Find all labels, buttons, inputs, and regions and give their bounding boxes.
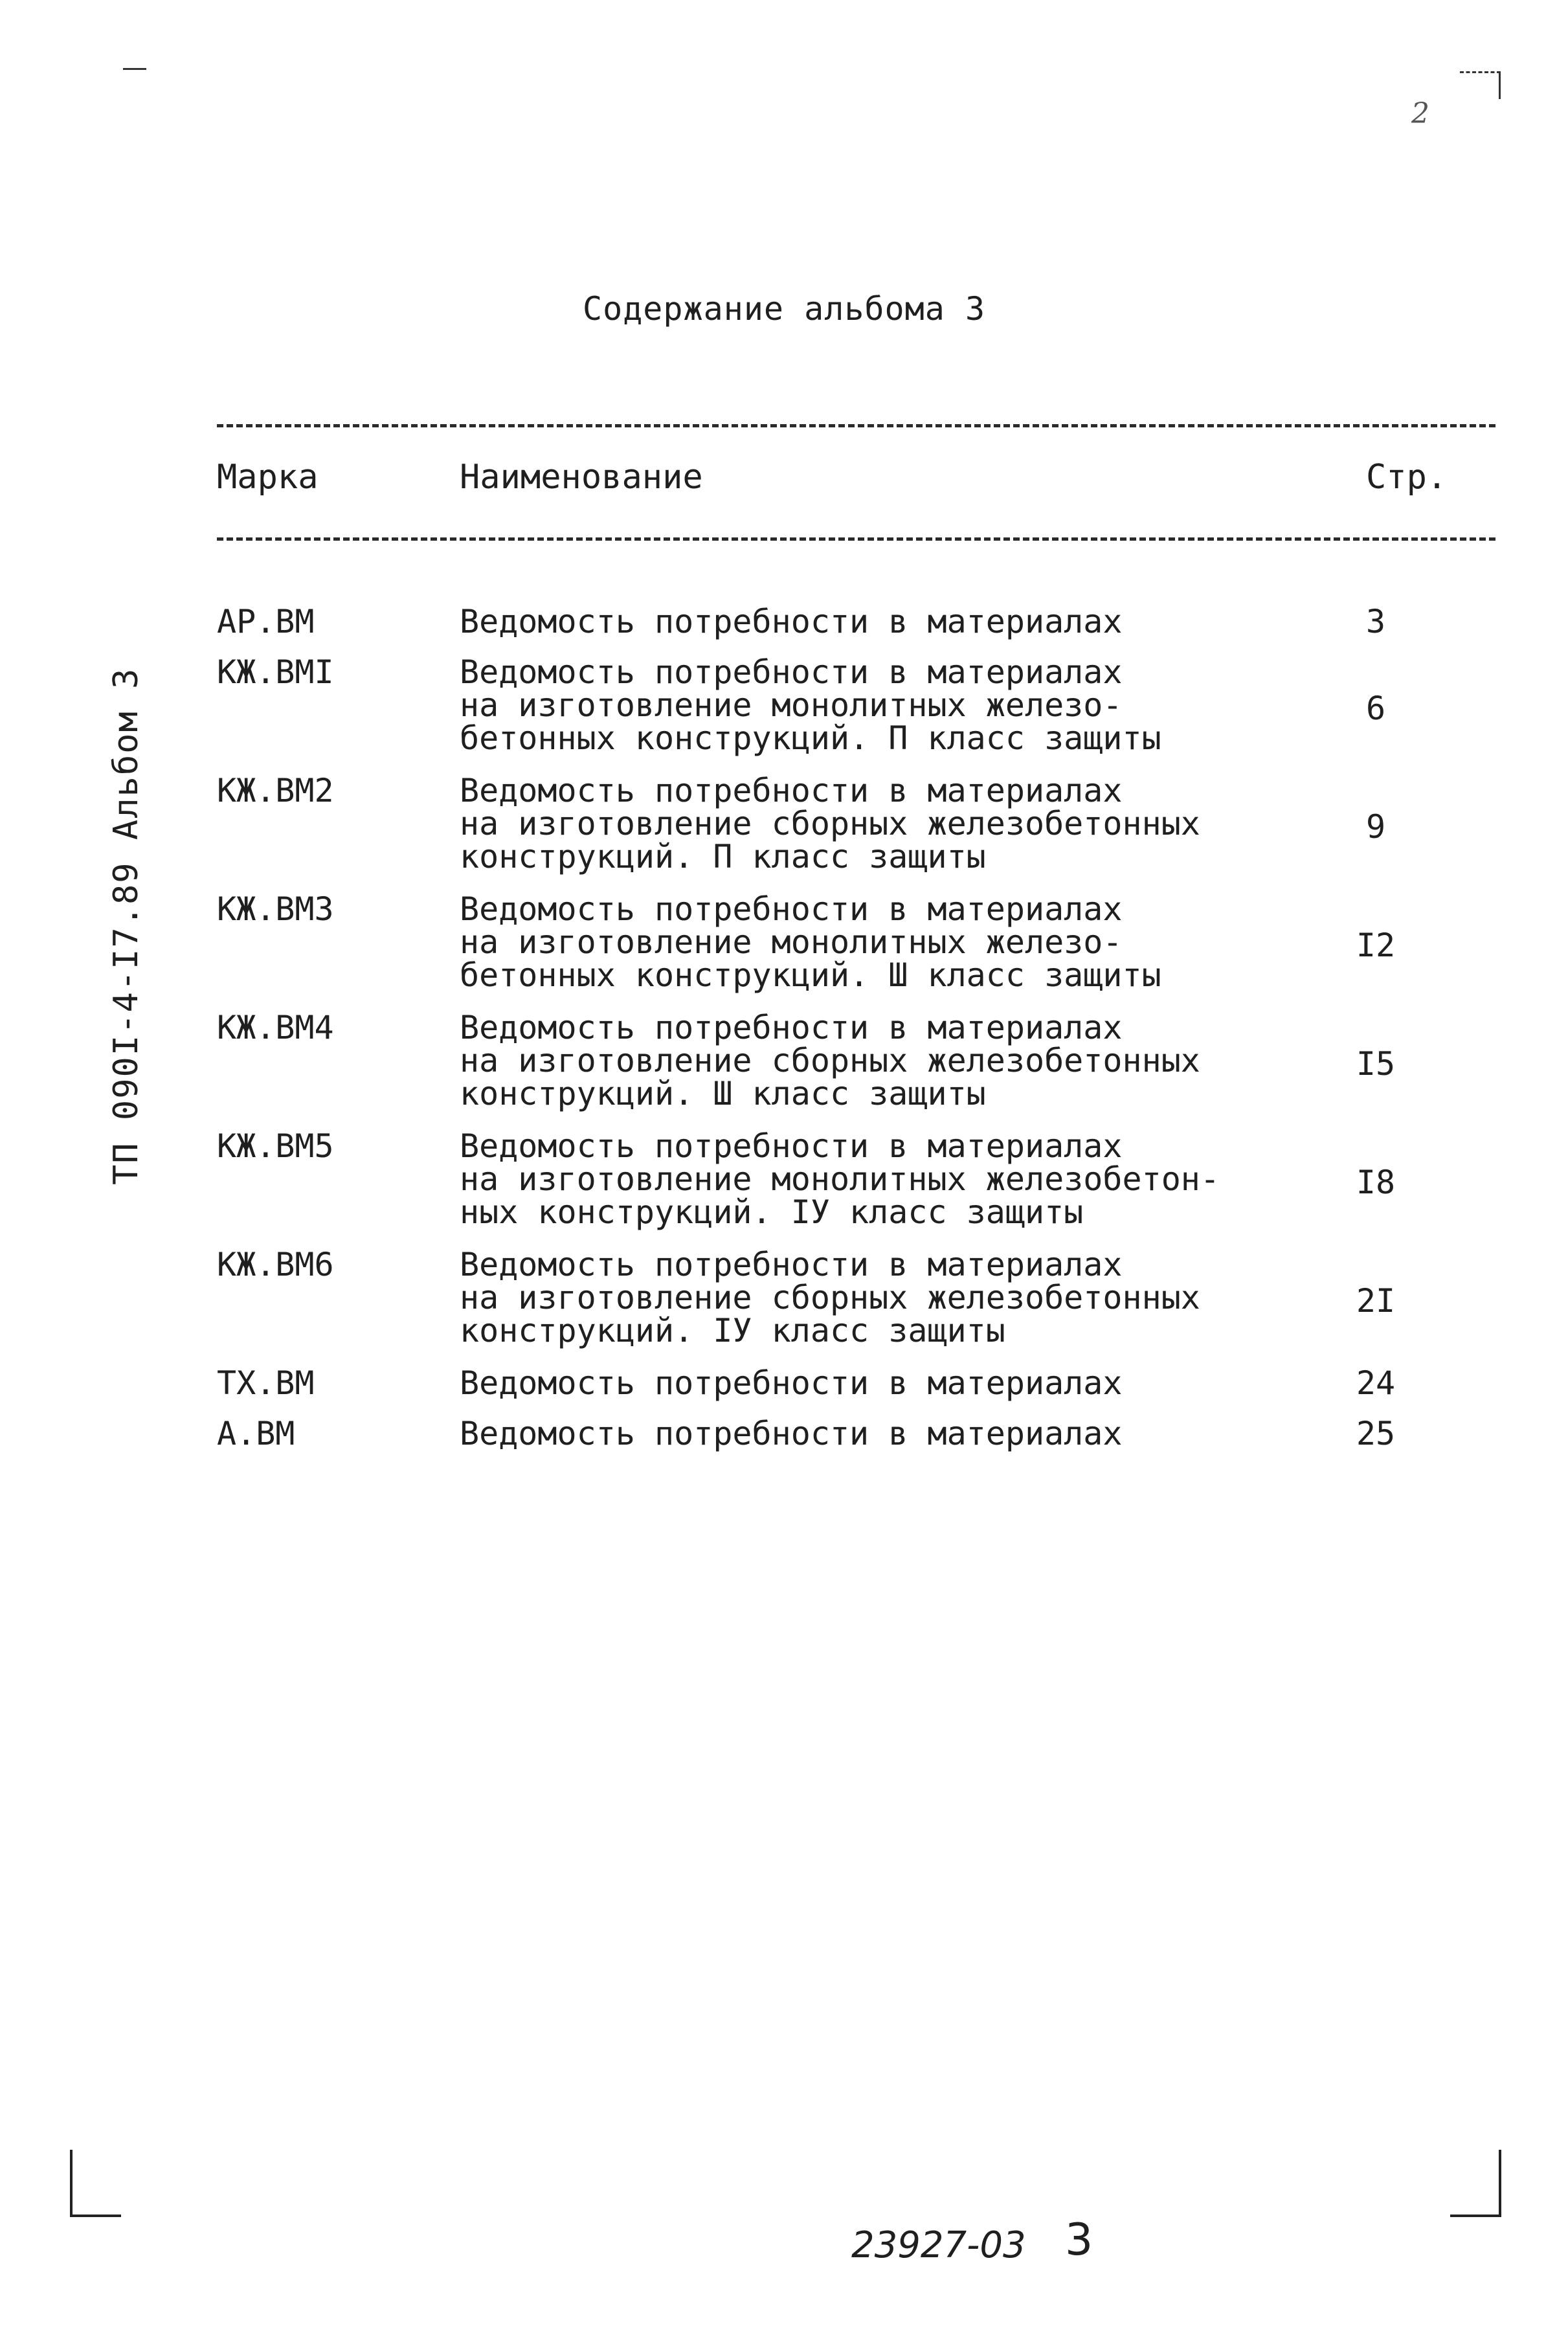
stamp-sheet: 3 xyxy=(1065,2215,1093,2266)
row-name: Ведомость потребности в материалах xyxy=(460,603,1123,640)
row-page: I8 xyxy=(1356,1164,1396,1201)
row-name: Ведомость потребности в материалах на изготовление монолитных железо- бетонных конструкций. П класс защиты xyxy=(460,653,1161,757)
corner-mark-top-left xyxy=(123,68,146,70)
table-row xyxy=(217,1127,1495,1231)
row-page: 9 xyxy=(1365,808,1386,846)
corner-bracket-bottom-right xyxy=(1450,2150,1501,2217)
header-name: Наименование xyxy=(460,458,703,497)
document-title: Содержание альбома 3 xyxy=(583,290,986,328)
table-row xyxy=(217,1364,1495,1402)
row-mark: АР.ВМ xyxy=(217,603,315,640)
table-row xyxy=(217,1011,1495,1110)
row-name: Ведомость потребности в материалах xyxy=(460,1364,1123,1402)
header-top-rule xyxy=(217,424,1495,427)
corner-mark-top-right xyxy=(1460,71,1501,99)
stamp-code: 23927-03 xyxy=(851,2224,1026,2266)
table-row xyxy=(217,653,1495,757)
row-name: Ведомость потребности в материалах на изготовление сборных железобетонных конструкций. Ш класс защиты xyxy=(460,1009,1200,1112)
header-page: Стр. xyxy=(1366,458,1448,497)
row-page: I5 xyxy=(1356,1045,1396,1083)
row-name: Ведомость потребности в материалах xyxy=(460,1415,1123,1452)
row-mark: КЖ.ВМ5 xyxy=(217,1127,334,1165)
header-mark: Марка xyxy=(217,458,319,497)
row-page: 24 xyxy=(1356,1364,1396,1402)
page-number: 2 xyxy=(1411,97,1429,130)
table-row xyxy=(217,1248,1495,1347)
row-page: 2I xyxy=(1356,1282,1396,1320)
row-mark: КЖ.ВМ3 xyxy=(217,890,334,928)
row-page: 25 xyxy=(1356,1415,1396,1452)
row-mark: КЖ.ВМ6 xyxy=(217,1246,334,1283)
table-row xyxy=(217,605,1495,638)
table-row xyxy=(217,1417,1495,1450)
table-row xyxy=(217,774,1495,873)
side-label: ТП 090I-4-I7.89 Альбом 3 xyxy=(107,667,146,1185)
row-name: Ведомость потребности в материалах на изготовление монолитных железо- бетонных конструкций. Ш класс защиты xyxy=(460,890,1161,994)
row-page: I2 xyxy=(1356,927,1396,964)
row-mark: А.ВМ xyxy=(217,1415,295,1452)
row-page: 6 xyxy=(1365,690,1386,727)
row-mark: ТХ.ВМ xyxy=(217,1364,315,1402)
corner-bracket-bottom-left xyxy=(70,2150,121,2217)
row-mark: КЖ.ВМ4 xyxy=(217,1009,334,1046)
row-page: 3 xyxy=(1365,603,1386,640)
header-bottom-rule xyxy=(217,537,1495,541)
row-name: Ведомость потребности в материалах на изготовление сборных железобетонных конструкций. IУ класс защиты xyxy=(460,1246,1200,1349)
table-row xyxy=(217,890,1495,994)
row-name: Ведомость потребности в материалах на изготовление монолитных железобетон- ных конструкций. IУ класс защиты xyxy=(460,1127,1220,1231)
row-mark: КЖ.ВМI xyxy=(217,653,334,691)
row-name: Ведомость потребности в материалах на изготовление сборных железобетонных конструкций. П класс защиты xyxy=(460,772,1200,875)
row-mark: КЖ.ВМ2 xyxy=(217,772,334,809)
